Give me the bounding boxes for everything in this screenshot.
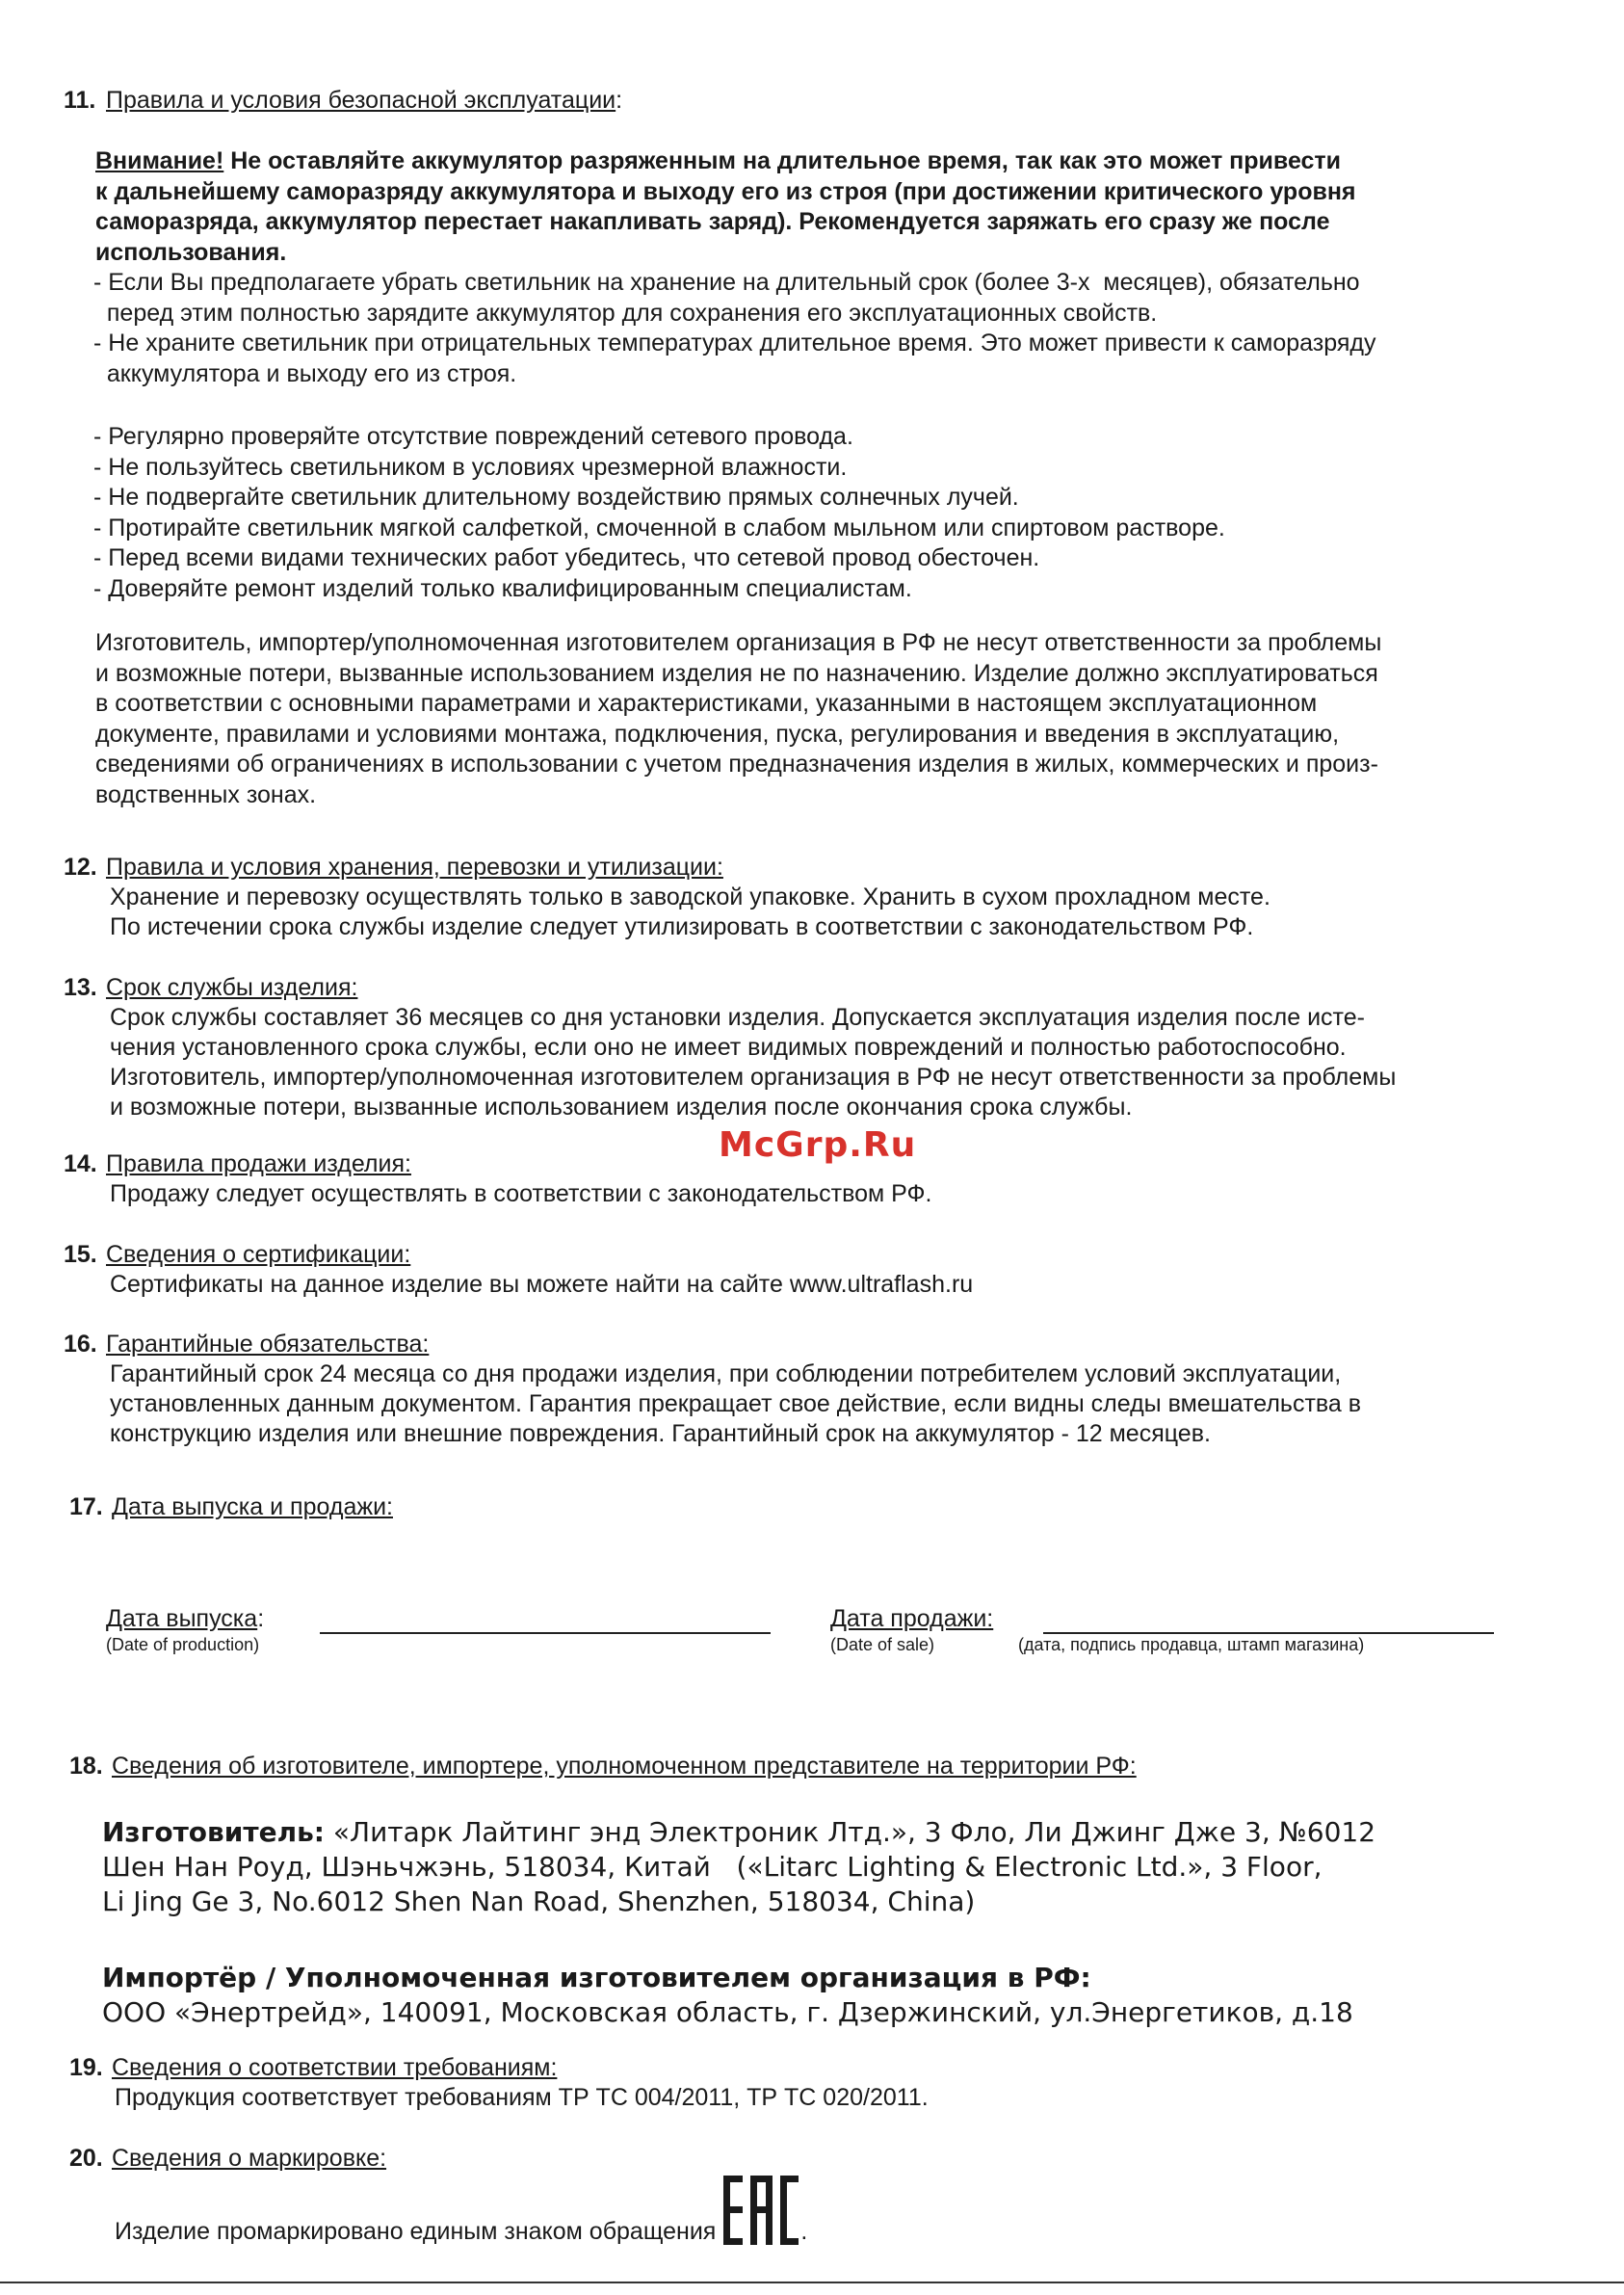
warning-block [95, 146, 1559, 268]
list-item: - Не подвергайте светильник длительному воздействию прямых солнечных лучей. [93, 484, 1019, 511]
section-line: По истечении срока службы изделие следует утилизировать в соответствии с законодательством РФ. [110, 913, 1254, 940]
warning-label: Внимание! [95, 147, 224, 174]
section-number: 15. [64, 1241, 97, 1268]
section-line: Продукция соответствует требованиям ТР ТС 004/2011, ТР ТС 020/2011. [115, 2084, 929, 2111]
section-title: Сведения о маркировке: [112, 2145, 387, 2172]
warning-line: использования. [95, 238, 287, 266]
production-date-line[interactable] [320, 1632, 771, 1634]
title-colon: : [616, 87, 623, 114]
manufacturer-line: Li Jing Ge 3, No.6012 Shen Nan Road, Shenzhen, 518034, China) [102, 1886, 976, 1917]
section-title: Сведения о соответствии требованиям: [112, 2054, 558, 2081]
section-number: 11. [64, 87, 96, 114]
section-13 [64, 973, 1396, 1122]
sale-date-line[interactable] [1043, 1632, 1494, 1634]
section-number: 18. [69, 1753, 103, 1780]
section-line: Гарантийный срок 24 месяца со дня продажи изделия, при соблюдении потребителем условий эксплуатации, [110, 1360, 1342, 1387]
section-title: Сведения об изготовителе, импортере, уполномоченном представителе на территории РФ: [112, 1753, 1137, 1780]
paragraph-line: документе, правилами и условиями монтажа, подключения, пуска, регулирования и введения в эксплуатацию, [95, 720, 1340, 748]
watermark: McGrp.Ru [719, 1125, 917, 1165]
section-title: Дата выпуска и продажи: [112, 1493, 393, 1520]
section-line: и возможные потери, вызванные использованием изделия после окончания срока службы. [110, 1094, 1133, 1121]
section-number: 12. [64, 854, 97, 881]
sale-date-note: (дата, подпись продавца, штамп магазина) [1018, 1635, 1365, 1654]
importer-block [102, 1961, 1353, 2030]
section-line: конструкцию изделия или внешние повреждения. Гарантийный срок на аккумулятор - 12 месяцев. [110, 1420, 1211, 1447]
warning-line [95, 146, 1559, 177]
section-title: Правила продажи изделия: [106, 1150, 411, 1177]
list-item: - Регулярно проверяйте отсутствие повреждений сетевого провода. [93, 423, 853, 450]
manufacturer-line: Шен Нан Роуд, Шэньчжэнь, 518034, Китай («Litarc Lighting & Electronic Ltd.», 3 Floor, [102, 1851, 1323, 1883]
section-15 [64, 1240, 973, 1300]
list-item: - Не храните светильник при отрицательных температурах длительное время. Это может привести к саморазряду [93, 330, 1376, 356]
importer-line: ООО «Энертрейд», 140091, Московская область, г. Дзержинский, ул.Энергетиков, д.18 [102, 1996, 1353, 2028]
section-11-heading [64, 86, 622, 116]
label-colon: : [257, 1605, 265, 1632]
section-line: Хранение и перевозку осуществлять только в заводской упаковке. Хранить в сухом прохладном месте. [110, 884, 1270, 910]
page-bottom-divider [0, 2282, 1624, 2283]
section-number: 14. [64, 1150, 97, 1177]
manufacturer-block [102, 1815, 1375, 1919]
list-item: - Протирайте светильник мягкой салфеткой, смоченной в слабом мыльном или спиртовом растворе. [93, 514, 1225, 541]
warning-text: Не оставляйте аккумулятор разряженным на длительное время, так как это может привести [223, 147, 1342, 174]
section-14 [64, 1149, 931, 1209]
section-line: установленных данным документом. Гарантия прекращает свое действие, если видны следы вмешательства в [110, 1390, 1362, 1417]
list-item: - Не пользуйтесь светильником в условиях чрезмерной влажности. [93, 453, 848, 481]
list-item: перед этим полностью зарядите аккумулятор для сохранения его эксплуатационных свойств. [93, 299, 1158, 327]
section-number: 17. [69, 1493, 103, 1520]
section-line: Срок службы составляет 36 месяцев со дня установки изделия. Допускается эксплуатация изделия после исте- [110, 1004, 1365, 1031]
production-date-field [106, 1605, 264, 1655]
manufacturer-label: Изготовитель: [102, 1816, 325, 1848]
section-line: Изготовитель, импортер/уполномоченная изготовителем организация в РФ не несут ответственности за проблемы [110, 1064, 1397, 1091]
section-number: 13. [64, 974, 97, 1001]
paragraph-line: и возможные потери, вызванные использованием изделия не по назначению. Изделие должно эксплуатироваться [95, 659, 1378, 687]
production-date-sublabel: (Date of production) [106, 1635, 260, 1654]
importer-label: Импортёр / Уполномоченная изготовителем организация в РФ: [102, 1962, 1091, 1993]
section-line: Продажу следует осуществлять в соответствии с законодательством РФ. [110, 1180, 932, 1207]
section-title: Правила и условия безопасной эксплуатации [106, 87, 616, 114]
paragraph-line: в соответствии с основными параметрами и характеристиками, указанными в настоящем эксплуатационном [95, 690, 1318, 717]
list-item: аккумулятора и выходу его из строя. [93, 359, 517, 387]
paragraph-line: водственных зонах. [95, 780, 317, 808]
marking-text: Изделие промаркировано единым знаком обращения [115, 2218, 717, 2245]
section-19 [69, 2053, 929, 2113]
section-line: чения установленного срока службы, если оно не имеет видимых повреждений и полностью работоспособно. [110, 1034, 1347, 1061]
section-17-heading [69, 1492, 393, 1522]
sale-date-label: Дата продажи: [830, 1605, 994, 1632]
section-title: Правила и условия хранения, перевозки и утилизации: [106, 854, 723, 881]
section-number: 20. [69, 2145, 103, 2172]
bullet-list-safety [93, 422, 1225, 604]
production-date-label: Дата выпуска [106, 1605, 258, 1632]
section-title: Срок службы изделия: [106, 974, 358, 1001]
sale-date-sublabel: (Date of sale) [830, 1635, 935, 1654]
list-item: - Если Вы предполагаете убрать светильник на хранение на длительный срок (более 3-х месяцев), обязательно [93, 269, 1360, 296]
bullet-list-storage [93, 268, 1376, 389]
section-20 [69, 2144, 807, 2255]
section-line: Сертификаты на данное изделие вы можете найти на сайте www.ultraflash.ru [110, 1271, 974, 1298]
section-12 [64, 853, 1270, 942]
eac-mark-icon [721, 2174, 800, 2255]
section-16 [64, 1330, 1361, 1449]
warning-line: саморазряда, аккумулятор перестает накапливать заряд). Рекомендуется заряжать его сразу же после [95, 208, 1330, 235]
section-title: Сведения о сертификации: [106, 1241, 411, 1268]
sale-date-field [830, 1605, 993, 1655]
warning-line: к дальнейшему саморазряду аккумулятора и выходу его из строя (при достижении критического уровня [95, 177, 1356, 205]
marking-end: . [800, 2218, 808, 2245]
list-item: - Перед всеми видами технических работ убедитесь, что сетевой провод обесточен. [93, 544, 1040, 571]
paragraph-line: сведениями об ограничениях в использовании с учетом предназначения изделия в жилых, коммерческих и произ- [95, 751, 1378, 778]
list-item: - Доверяйте ремонт изделий только квалифицированным специалистам. [93, 574, 912, 602]
manufacturer-line: «Литарк Лайтинг энд Электроник Лтд.», 3 Фло, Ли Джинг Дже 3, №6012 [325, 1816, 1376, 1848]
paragraph-line: Изготовитель, импортер/уполномоченная изготовителем организация в РФ не несут ответственности за проблемы [95, 629, 1382, 656]
section-title: Гарантийные обязательства: [106, 1331, 430, 1358]
section-18-heading [69, 1752, 1137, 1781]
eac-mark-svg [721, 2174, 800, 2247]
section-number: 16. [64, 1331, 97, 1358]
liability-paragraph [95, 628, 1559, 810]
section-number: 19. [69, 2054, 103, 2081]
